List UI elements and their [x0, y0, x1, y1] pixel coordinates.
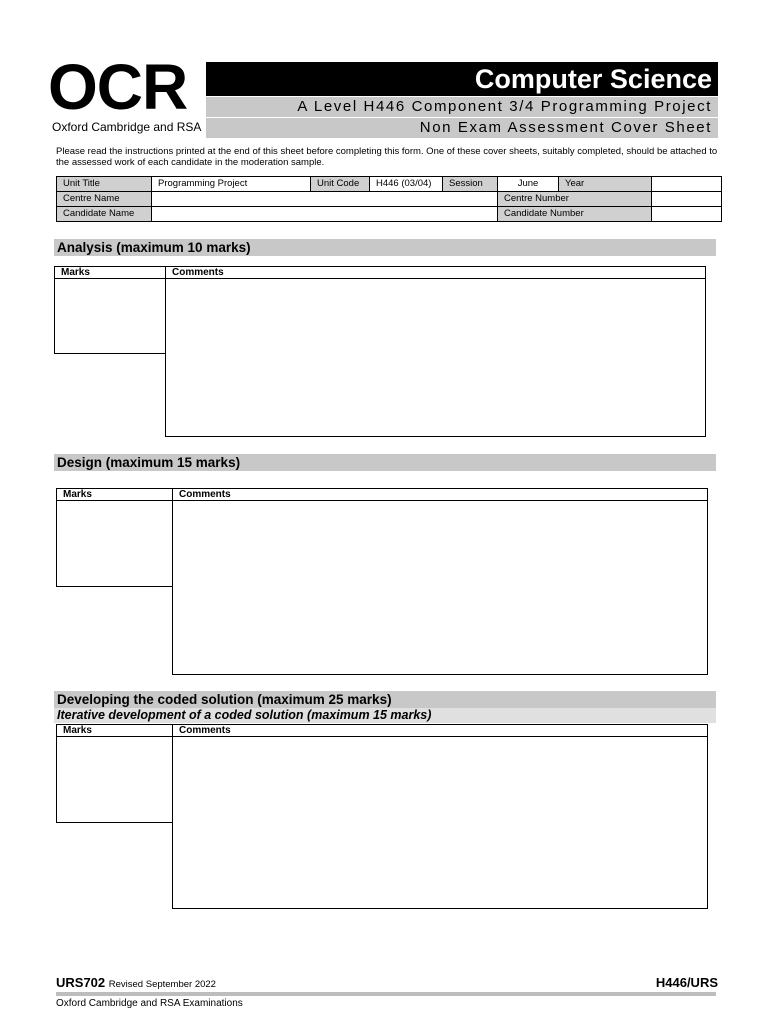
developing-marks-header: Marks: [56, 724, 173, 737]
unit-code-label: Unit Code: [311, 177, 370, 192]
unit-code-value: H446 (03/04): [370, 177, 443, 192]
developing-marks-field[interactable]: [56, 736, 173, 823]
qualification-code: H446/URS: [655, 975, 718, 990]
form-code: [56, 975, 216, 990]
analysis-comments-field[interactable]: [165, 278, 706, 437]
candidate-number-field[interactable]: [652, 207, 722, 222]
unit-title-label: Unit Title: [57, 177, 152, 192]
unit-title-value: Programming Project: [152, 177, 311, 192]
developing-comments-field[interactable]: [172, 736, 708, 909]
design-heading: Design (maximum 15 marks): [54, 454, 716, 471]
design-comments-header: Comments: [172, 488, 708, 501]
session-label: Session: [443, 177, 498, 192]
session-value: June: [498, 177, 559, 192]
centre-number-label: Centre Number: [498, 192, 652, 207]
candidate-name-field[interactable]: [152, 207, 498, 222]
analysis-comments-header: Comments: [165, 266, 706, 279]
page-title: Computer Science: [206, 62, 718, 96]
year-field[interactable]: [652, 177, 722, 192]
candidate-number-label: Candidate Number: [498, 207, 652, 222]
cover-sheet-subtitle: Non Exam Assessment Cover Sheet: [206, 118, 718, 138]
candidate-info-table: [56, 176, 722, 222]
component-subtitle: A Level H446 Component 3/4 Programming Project: [206, 97, 718, 117]
centre-name-label: Centre Name: [57, 192, 152, 207]
iterative-development-subheading: Iterative development of a coded solution (maximum 15 marks): [54, 708, 716, 723]
candidate-name-label: Candidate Name: [57, 207, 152, 222]
design-marks-field[interactable]: [56, 500, 173, 587]
analysis-marks-field[interactable]: [54, 278, 166, 354]
design-comments-field[interactable]: [172, 500, 708, 675]
ocr-logo: OCR: [48, 51, 188, 123]
centre-name-field[interactable]: [152, 192, 498, 207]
developing-comments-header: Comments: [172, 724, 708, 737]
analysis-heading: Analysis (maximum 10 marks): [54, 239, 716, 256]
revised-date: Revised September 2022: [108, 979, 216, 990]
footer-divider: [56, 992, 716, 996]
form-code-value: URS702: [56, 975, 106, 990]
instructions-text: Please read the instructions printed at the end of this sheet before completing this form. One of these cover sheets, suitably completed, should be attached to the assessed work of each candidate in the moderation sample.: [56, 146, 718, 168]
centre-number-field[interactable]: [652, 192, 722, 207]
developing-heading: Developing the coded solution (maximum 25 marks): [54, 691, 716, 708]
analysis-marks-header: Marks: [54, 266, 166, 279]
year-label: Year: [559, 177, 652, 192]
design-marks-header: Marks: [56, 488, 173, 501]
logo-subtitle: Oxford Cambridge and RSA: [52, 120, 202, 134]
footer-organisation: Oxford Cambridge and RSA Examinations: [56, 998, 243, 1009]
